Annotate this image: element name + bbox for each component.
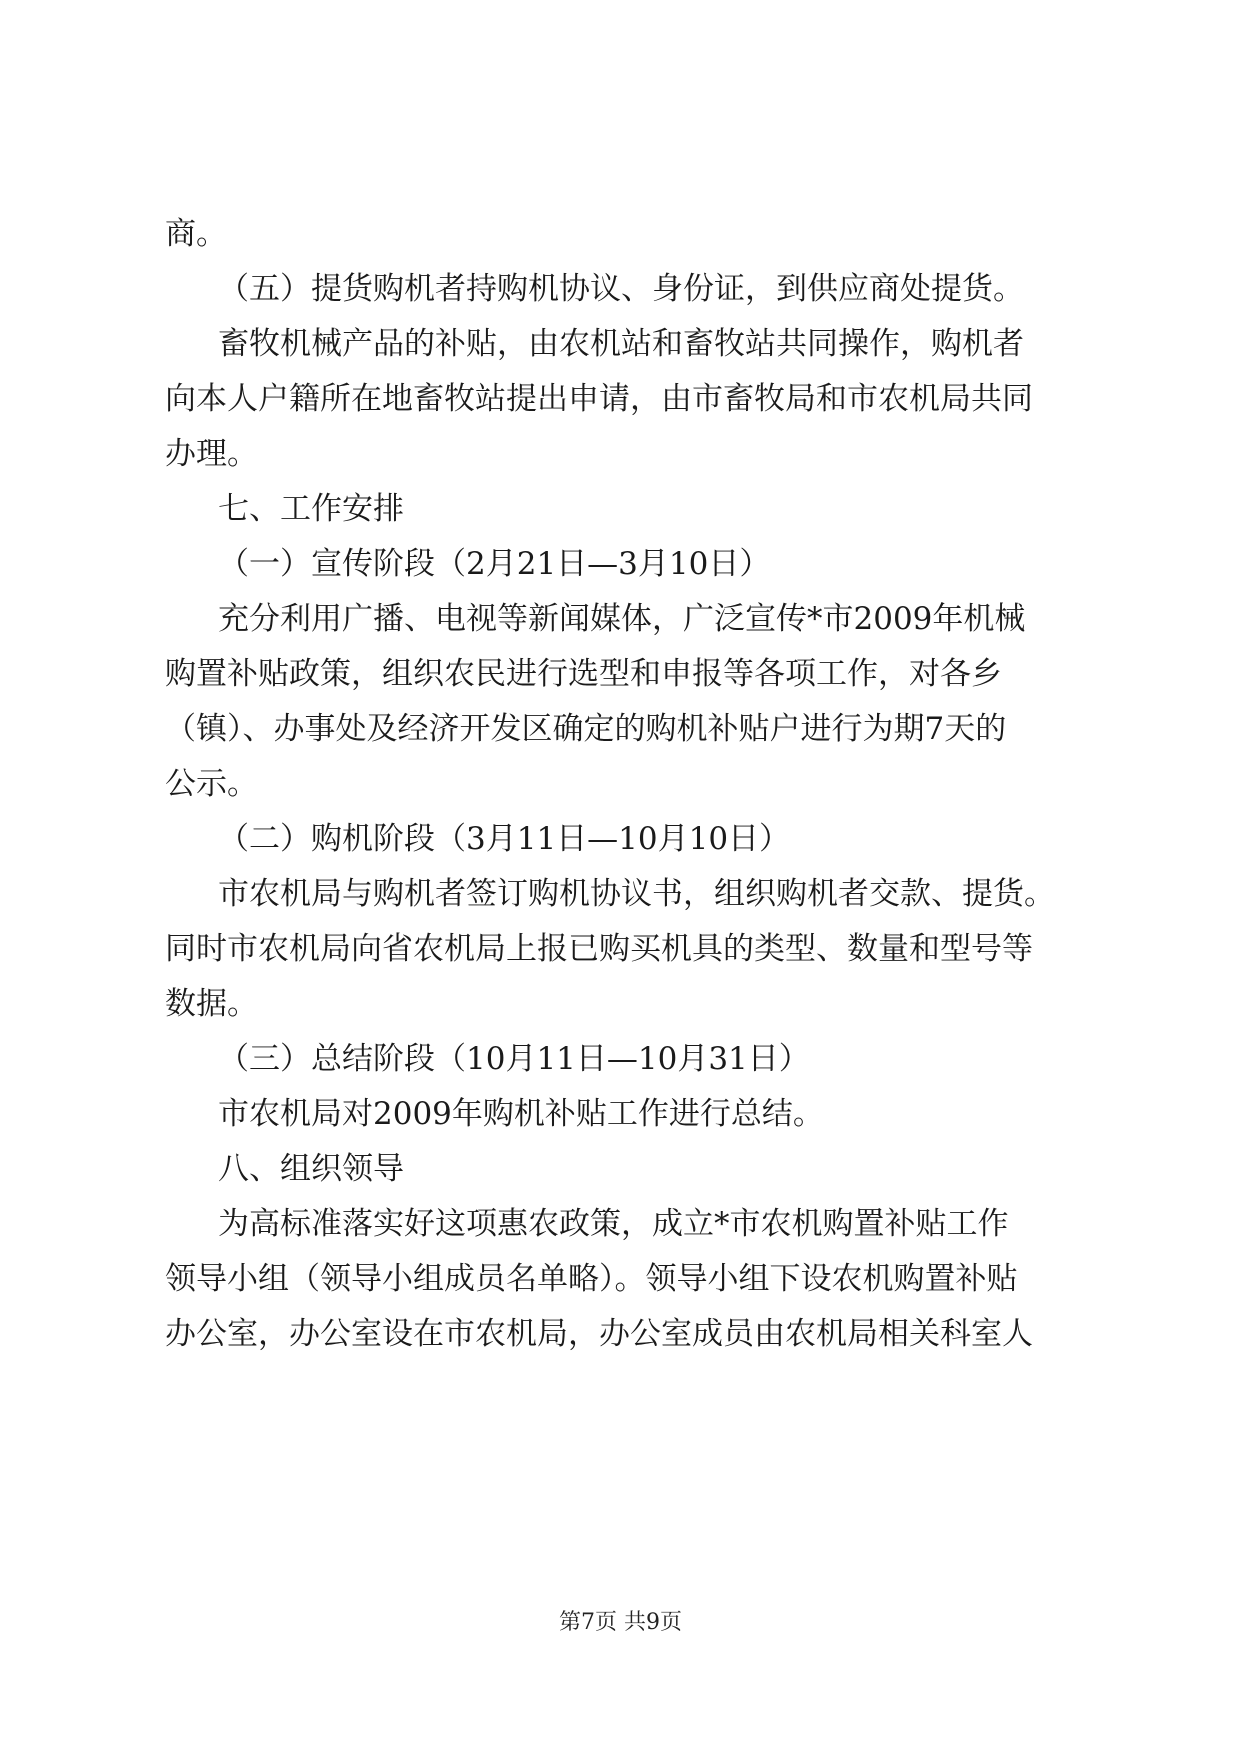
text-line: 市农机局与购机者签订购机协议书，组织购机者交款、提货。 xyxy=(218,876,1055,912)
section-heading: 八、组织领导 xyxy=(218,1151,404,1187)
text-line: 畜牧机械产品的补贴，由农机站和畜牧站共同操作，购机者 xyxy=(218,326,1024,362)
text-line: 领导小组（领导小组成员名单略）。领导小组下设农机购置补贴 xyxy=(165,1261,1018,1297)
subsection-heading: （三）总结阶段（10月11日—10月31日） xyxy=(218,1041,810,1077)
subsection-heading: （二）购机阶段（3月11日—10月10日） xyxy=(218,821,791,857)
section-heading: 七、工作安排 xyxy=(218,491,404,527)
text-line: 购置补贴政策，组织农民进行选型和申报等各项工作，对各乡 xyxy=(165,656,1002,692)
text-line: 办理。 xyxy=(165,436,258,472)
text-line: 数据。 xyxy=(165,986,258,1022)
subsection-heading: （一）宣传阶段（2月21日—3月10日） xyxy=(218,546,771,582)
text-line: 公示。 xyxy=(165,766,258,802)
text-line: 市农机局对2009年购机补贴工作进行总结。 xyxy=(218,1096,824,1132)
page-footer: 第7页 共9页 xyxy=(559,1610,682,1635)
text-line: （五）提货购机者持购机协议、身份证，到供应商处提货。 xyxy=(218,271,1024,307)
text-line: 为高标准落实好这项惠农政策，成立*市农机购置补贴工作 xyxy=(218,1206,1009,1242)
text-line: 同时市农机局向省农机局上报已购买机具的类型、数量和型号等 xyxy=(165,931,1033,967)
text-line: 商。 xyxy=(165,216,227,252)
text-line: 向本人户籍所在地畜牧站提出申请，由市畜牧局和市农机局共同 xyxy=(165,381,1033,417)
text-line: 办公室，办公室设在市农机局，办公室成员由农机局相关科室人 xyxy=(165,1316,1033,1352)
text-line: 充分利用广播、电视等新闻媒体，广泛宣传*市2009年机械 xyxy=(218,601,1026,637)
text-line: （镇）、办事处及经济开发区确定的购机补贴户进行为期7天的 xyxy=(165,711,1007,747)
